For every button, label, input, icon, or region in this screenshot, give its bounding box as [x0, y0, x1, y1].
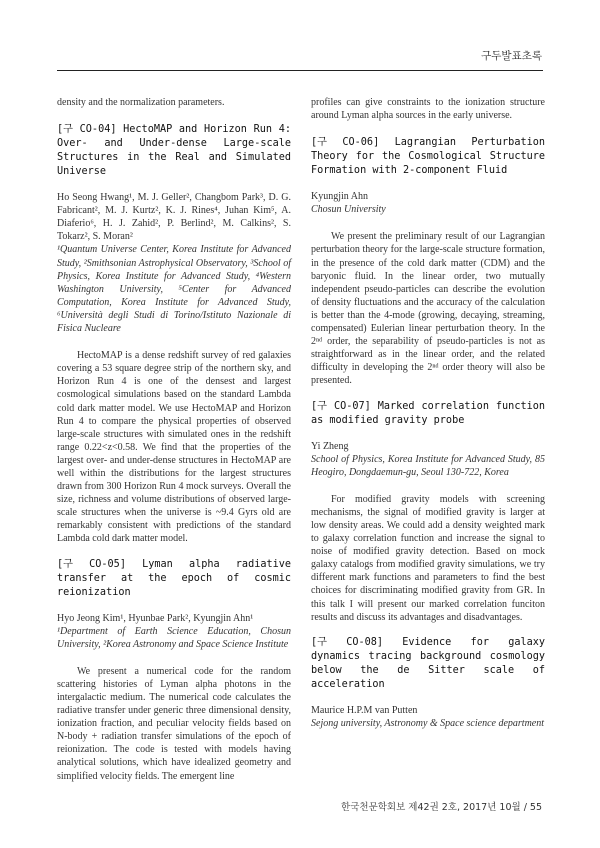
abstract-body: We present the preliminary result of our Lagrangian perturbation theory for the large-scale structure formation, in the presence of the cold dark matter (CDM) and the baryonic fluid. In the linear order, two mutually independent pseudo-particles can describe the evolution of density fluctuations and the accuracy of the calculation is better than the 4-mode (growing, decaying, streaming, compensated) Eulerian linear perturbation theory. In the 2ⁿᵈ order, the separability of pseudo-particles is not as straightforward as in the linear order, and the related difficulty in developing the 2ⁿᵈ order theory will also be presented.: [311, 231, 545, 387]
abstract-body: We present a numerical code for the random scattering histories of Lyman alpha photons in the intergalactic medium. The numerical code calculates the radiative transfer under generic three dimensional density, ionization fraction, and peculiar velocity fields based on N-body + radiation transfer simulations of the epoch of reionization. The code is tested with models having analytical solutions, which have idealized geometry and simplified velocity fields. The emergent line: [57, 665, 291, 782]
abstract-co06: [311, 136, 545, 387]
abstract-title: [구 CO-06] Lagrangian Perturbation Theory for the Cosmological Structure Formation with 2-component Fluid: [311, 137, 545, 177]
continued-text: profiles can give constraints to the ionization structure around Lyman alpha sources in the early universe.: [311, 97, 545, 122]
abstract-title: [구 CO-07] Marked correlation function as modified gravity probe: [311, 400, 545, 426]
abstract-authors: Kyungjin Ahn: [311, 191, 368, 203]
header-rule: [57, 70, 543, 71]
abstract-title: [구 CO-05] Lyman alpha radiative transfer at the epoch of cosmic reionization: [57, 558, 291, 598]
abstract-affiliations: School of Physics, Korea Institute for Advanced Study, 85 Heogiro, Dongdaemun-gu, Seoul 130-722, Korea: [311, 453, 545, 478]
abstract-co08: [311, 636, 545, 730]
abstract-title: [구 CO-04] HectoMAP and Horizon Run 4: Over- and Under-dense Large-scale Structures in the Real and Simulated Universe: [57, 124, 291, 178]
abstract-affiliations: Sejong university, Astronomy & Space science department: [311, 717, 545, 729]
page-footer: 한국천문학회보 제42권 2호, 2017년 10월 / 55: [341, 802, 542, 813]
abstract-affiliations: ¹Department of Earth Science Education, Chosun University, ²Korea Astronomy and Space Science Institute: [57, 625, 291, 650]
abstract-authors: Maurice H.P.M van Putten: [311, 704, 418, 716]
section-header-label: 구두발표초록: [481, 50, 542, 62]
abstract-co04: [57, 123, 291, 545]
continued-text: density and the normalization parameters.: [57, 97, 225, 108]
abstract-affiliations: ¹Quantum Universe Center, Korea Institute for Advanced Study, ²Smithsonian Astrophysical Observatory, ³School of Physics, Korea Institute for Advanced Study, ⁴Western Washington University, ⁵Center for Advanced Computation, Korea Institute for Advanced Study, ⁶Università degli Studi di Torino/Istituto Nazionale di Fisica Nucleare: [57, 244, 291, 335]
abstract-affiliations: Chosun University: [311, 204, 386, 216]
abstract-body: HectoMAP is a dense redshift survey of red galaxies covering a 53 square degree strip of the northern sky, and Horizon Run 4 is one of the densest and largest cosmological simulations based on the standard Lambda cold dark matter model. We use HectoMAP and Horizon Run 4 to compare the physical properties of observed large-scale structures with simulated ones in the redshift range 0.22<z<0.58. We find that the properties of the largest over- and under-dense structures in HectoMAP are well within the distributions for the largest structures drawn from 300 Horizon Run 4 mock surveys. Overall the size, richness and volume distributions of observed large-scale structures when the universe is ~9.4 Gyrs old are remarkably consistent with predictions of the standard Lambda cold dark matter model.: [57, 350, 291, 545]
abstract-body: For modified gravity models with screening mechanisms, the signal of modified gravity is larger at low density areas. We could add a density weighted mark to galaxy correlation function and increase the signal to noise of modified gravity detection. Based on mock galaxy catalogs from modified gravity simulations, we try different mark functions and parameters to find the best choices for discriminating modified gravity from GR. In this talk I will present our marked correlation funciton results and discuss its advantages and disadvantages.: [311, 493, 545, 623]
right-column: [311, 96, 545, 730]
abstract-authors: Ho Seong Hwang¹, M. J. Geller², Changbom Park³, D. G. Fabricant², M. J. Kurtz², K. J. Rines⁴, Juhan Kim⁵, A. Diaferio⁶, H. J. Zahid², P. Berlind², M. Calkins², S. Tokarz², S. Moran²: [57, 192, 291, 243]
abstract-authors: Yi Zheng: [311, 440, 349, 452]
abstract-co07: [311, 400, 545, 624]
left-column: [57, 96, 291, 783]
abstract-co05: [57, 558, 291, 783]
abstract-title: [구 CO-08] Evidence for galaxy dynamics tracing background cosmology below the de Sitter scale of acceleration: [311, 636, 545, 690]
abstract-authors: Hyo Jeong Kim¹, Hyunbae Park², Kyungjin Ahn¹: [57, 612, 254, 624]
